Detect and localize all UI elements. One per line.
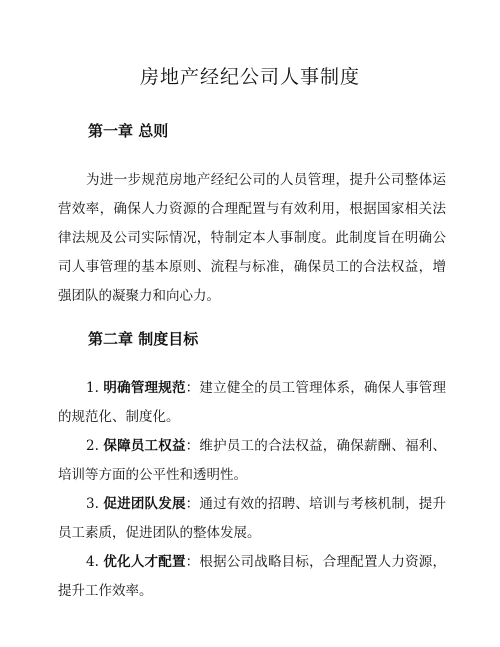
goal-text: 根据公司战略目标，合理配置人力资源，提升工作效率。 — [58, 554, 447, 599]
goal-item — [58, 374, 446, 432]
chapter-1-heading: 第一章 总则 — [88, 122, 169, 140]
goal-separator: ： — [185, 438, 200, 454]
goal-text: 维护员工的合法权益，确保薪酬、福利、培训等方面的公平性和透明性。 — [58, 438, 447, 483]
goal-name: 保障员工权益 — [103, 438, 186, 454]
goal-item — [58, 432, 446, 490]
goal-name: 明确管理规范 — [103, 380, 186, 396]
goal-separator: ： — [185, 496, 200, 512]
goal-separator: ： — [185, 554, 200, 570]
goal-text: 通过有效的招聘、培训与考核机制，提升员工素质，促进团队的整体发展。 — [58, 496, 447, 541]
chapter-1-paragraph: 为进一步规范房地产经纪公司的人员管理，提升公司整体运营效率，确保人力资源的合理配置与有效利用，根据国家相关法律法规及公司实际情况，特制定本人事制度。此制度旨在明确公司人事管理的基本原则、流程与标准，确保员工的合法权益，增强团队的凝聚力和向心力。 — [58, 172, 446, 304]
goal-item — [58, 548, 446, 606]
goal-number: 4. — [86, 554, 104, 570]
goal-name: 优化人才配置 — [103, 554, 186, 570]
goal-name: 促进团队发展 — [103, 496, 186, 512]
goal-item — [58, 490, 446, 548]
goal-text: 建立健全的员工管理体系，确保人事管理的规范化、制度化。 — [58, 380, 447, 425]
goal-number: 1. — [86, 380, 104, 396]
goal-separator: ： — [185, 380, 200, 396]
goal-number: 3. — [86, 496, 104, 512]
goal-list — [58, 374, 446, 606]
goal-number: 2. — [86, 438, 104, 454]
chapter-2-heading: 第二章 制度目标 — [88, 330, 199, 348]
document-title: 房地产经纪公司人事制度 — [139, 66, 360, 88]
